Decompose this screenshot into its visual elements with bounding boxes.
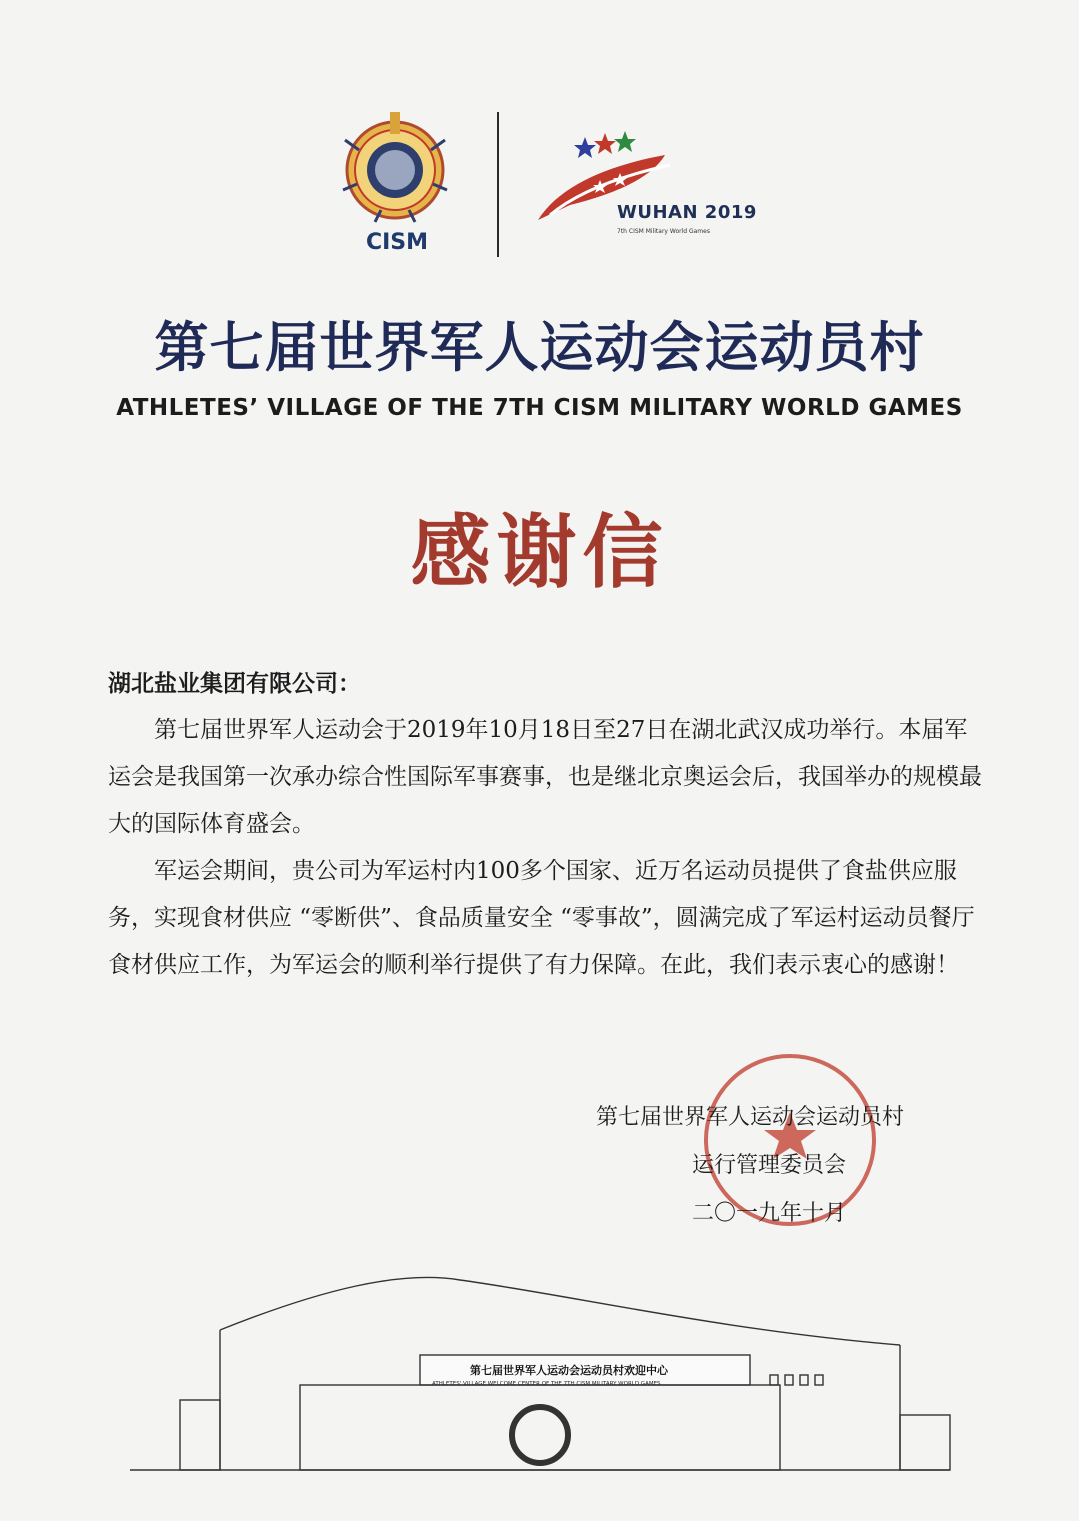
signature-line-2: 运行管理委员会 bbox=[692, 1153, 847, 1178]
building-banner-chinese: 第七届世界军人运动会运动员村欢迎中心 bbox=[470, 1364, 668, 1377]
page-title-chinese: 第七届世界军人运动会运动员村 bbox=[154, 316, 925, 379]
logo-divider bbox=[497, 112, 499, 257]
paragraph-1: 第七届世界军人运动会于2019年10月18日至27日在湖北武汉成功举行。本届军运会是我国第一次承办综合性国际军事赛事，也是继北京奥运会后，我国举办的规模最大的国际体育盛会。 bbox=[108, 717, 982, 837]
cism-logo-text: CISM bbox=[365, 230, 429, 255]
paragraph-2: 军运会期间，贵公司为军运村内100多个国家、近万名运动员提供了食盐供应服务，实现食材供应 “零断供”、食品质量安全 “零事故”，圆满完成了军运村运动员餐厅食材供应工作，为军运会的顺利举行提供了有力保障。在此，我们表示衷心的感谢！ bbox=[108, 858, 975, 978]
salutation: 湖北盐业集团有限公司： bbox=[108, 670, 361, 697]
wuhan-logo-title: WUHAN 2019 bbox=[617, 202, 757, 223]
signature-line-1: 第七届世界军人运动会运动员村 bbox=[596, 1105, 905, 1130]
building-banner-english: ATHLETES' VILLAGE WELCOME CENTER OF THE 7TH CISM MILITARY WORLD GAMES bbox=[432, 1381, 661, 1387]
page-title-english: ATHLETES’ VILLAGE OF THE 7TH CISM MILITARY WORLD GAMES bbox=[116, 395, 963, 421]
signature-date: 二〇一九年十月 bbox=[692, 1201, 847, 1226]
wuhan-logo-subtitle: 7th CISM Military World Games bbox=[617, 228, 710, 235]
letter-body bbox=[108, 660, 988, 989]
letter-title: 感谢信 bbox=[410, 506, 669, 599]
